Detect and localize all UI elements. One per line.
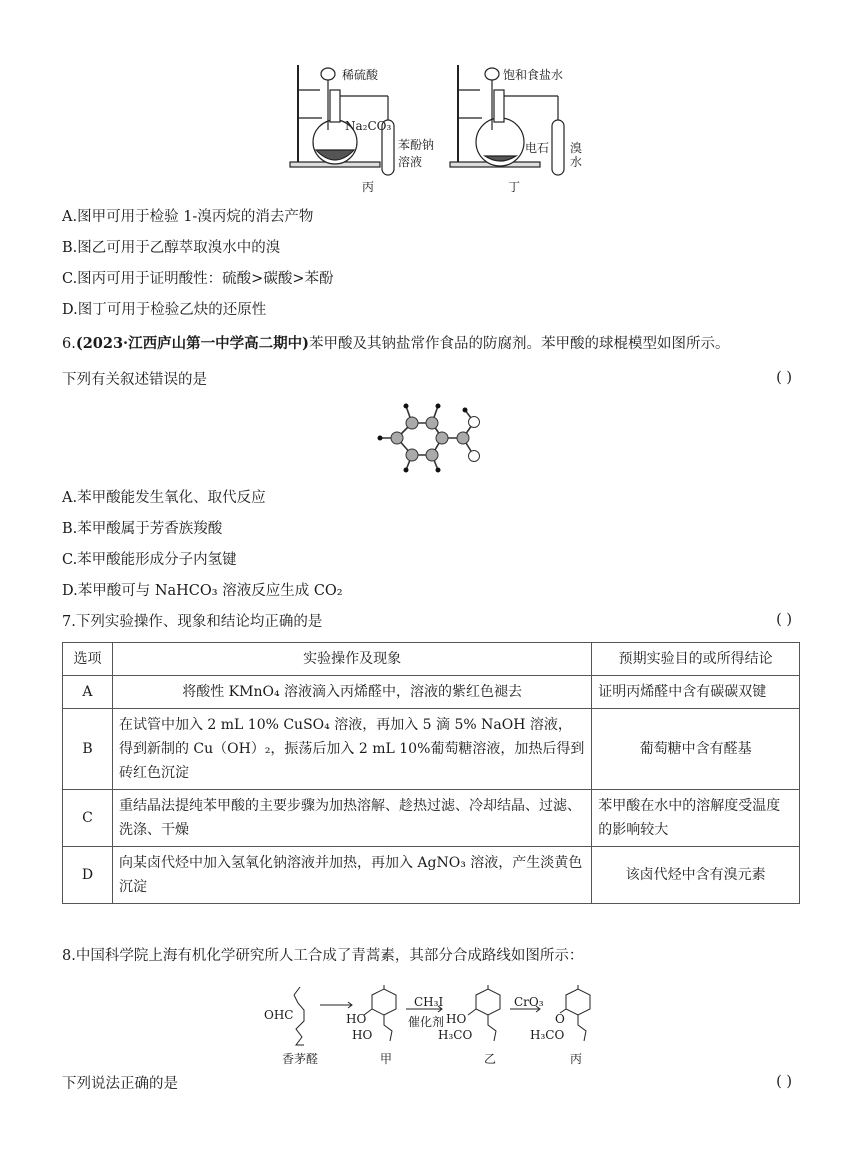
reagent-cro3: CrO₃ [514,995,544,1009]
q5-option-d: D.图丁可用于检验乙炔的还原性 [62,302,267,318]
row-operation: 向某卤代烃中加入氢氧化钠溶液并加热，再加入 AgNO₃ 溶液，产生淡黄色沉淀 [112,847,591,904]
bing-caption: 丙 [362,180,375,194]
label-ho-jia-1: HO [346,1012,367,1026]
bing-tube-label-1: 苯酚钠 [398,138,435,152]
reagent-catalyst: 催化剂 [408,1015,445,1029]
q6-stem2: 下列有关叙述错误的是 [62,372,207,388]
bing-funnel-label: 稀硫酸 [342,68,379,82]
q6-option-a: A.苯甲酸能发生氧化、取代反应 [62,490,266,506]
header-operation: 实验操作及现象 [112,643,591,676]
q7-answer-bracket: ( ) [776,612,792,628]
q6-stem [62,334,729,354]
compound-yi: 乙 [484,1052,497,1066]
header-conclusion: 预期实验目的或所得结论 [592,643,800,676]
q6-option-c: C.苯甲酸能形成分子内氢键 [62,552,237,568]
q6-number: 6. [62,336,76,352]
row-conclusion: 证明丙烯醛中含有碳碳双键 [592,676,800,709]
ding-tube-label-1: 溴 [570,141,583,155]
header-option: 选项 [63,643,113,676]
table-row [63,709,800,790]
row-conclusion: 该卤代烃中含有溴元素 [592,847,800,904]
q7-table [62,642,800,904]
compound-jia: 甲 [380,1052,393,1066]
row-operation: 将酸性 KMnO₄ 溶液滴入丙烯醛中，溶液的紫红色褪去 [112,676,591,709]
benzoic-acid-ball-stick-model [370,398,500,478]
row-option: D [63,847,113,904]
ding-caption: 丁 [508,180,521,194]
q8-stem: 8.中国科学院上海有机化学研究所人工合成了青蒿素，其部分合成路线如图所示： [62,948,584,964]
q6-option-b: B.苯甲酸属于芳香族羧酸 [62,521,223,537]
q5-option-b: B.图乙可用于乙醇萃取溴水中的溴 [62,240,281,256]
row-conclusion: 苯甲酸在水中的溶解度受温度的影响较大 [592,790,800,847]
compound-bing: 丙 [570,1052,583,1066]
q5-option-a: A.图甲可用于检验 1-溴丙烷的消去产物 [62,209,314,225]
row-option: A [63,676,113,709]
label-och3-yi: H₃CO [438,1028,473,1042]
row-conclusion: 葡萄糖中含有醛基 [592,709,800,790]
q5-option-c: C.图丙可用于证明酸性：硫酸>碳酸>苯酚 [62,271,334,287]
table-header-row [63,643,800,676]
table-row [63,847,800,904]
table-row [63,790,800,847]
row-operation: 在试管中加入 2 mL 10% CuSO₄ 溶液，再加入 5 滴 5% NaOH 溶液，得到新制的 Cu（OH）₂，振荡后加入 2 mL 10%葡萄糖溶液，加热后得到砖红色沉淀 [112,709,591,790]
bing-flask-label: Na₂CO₃ [345,119,392,133]
label-cho: OHC [264,1008,294,1022]
q6-option-d: D.苯甲酸可与 NaHCO₃ 溶液反应生成 CO₂ [62,583,343,599]
q6-answer-bracket: ( ) [776,370,792,386]
compound-citronellal: 香茅醛 [282,1052,319,1066]
ding-tube-label-2: 水 [570,155,583,169]
table-row [63,676,800,709]
row-option: C [63,790,113,847]
row-option: B [63,709,113,790]
q6-source: (2023·江西庐山第一中学高二期中) [75,335,309,352]
ding-funnel-label: 饱和食盐水 [503,68,564,82]
label-ketone-o: O [555,1012,565,1026]
reagent-ch3i: CH₃I [414,995,444,1009]
bing-tube-label-2: 溶液 [398,155,423,169]
q7-stem: 7.下列实验操作、现象和结论均正确的是 [62,614,323,630]
label-ho-yi: HO [446,1012,467,1026]
q6-stem-text: 苯甲酸及其钠盐常作食品的防腐剂。苯甲酸的球棍模型如图所示。 [308,336,730,352]
row-operation: 重结晶法提纯苯甲酸的主要步骤为加热溶解、趁热过滤、冷却结晶、过滤、洗涤、干燥 [112,790,591,847]
label-ho-jia-2: HO [352,1028,373,1042]
q8-stem2: 下列说法正确的是 [62,1076,178,1092]
q8-answer-bracket: ( ) [776,1074,792,1090]
label-och3-bing: H₃CO [530,1028,565,1042]
ding-flask-label: 电石 [525,141,550,155]
